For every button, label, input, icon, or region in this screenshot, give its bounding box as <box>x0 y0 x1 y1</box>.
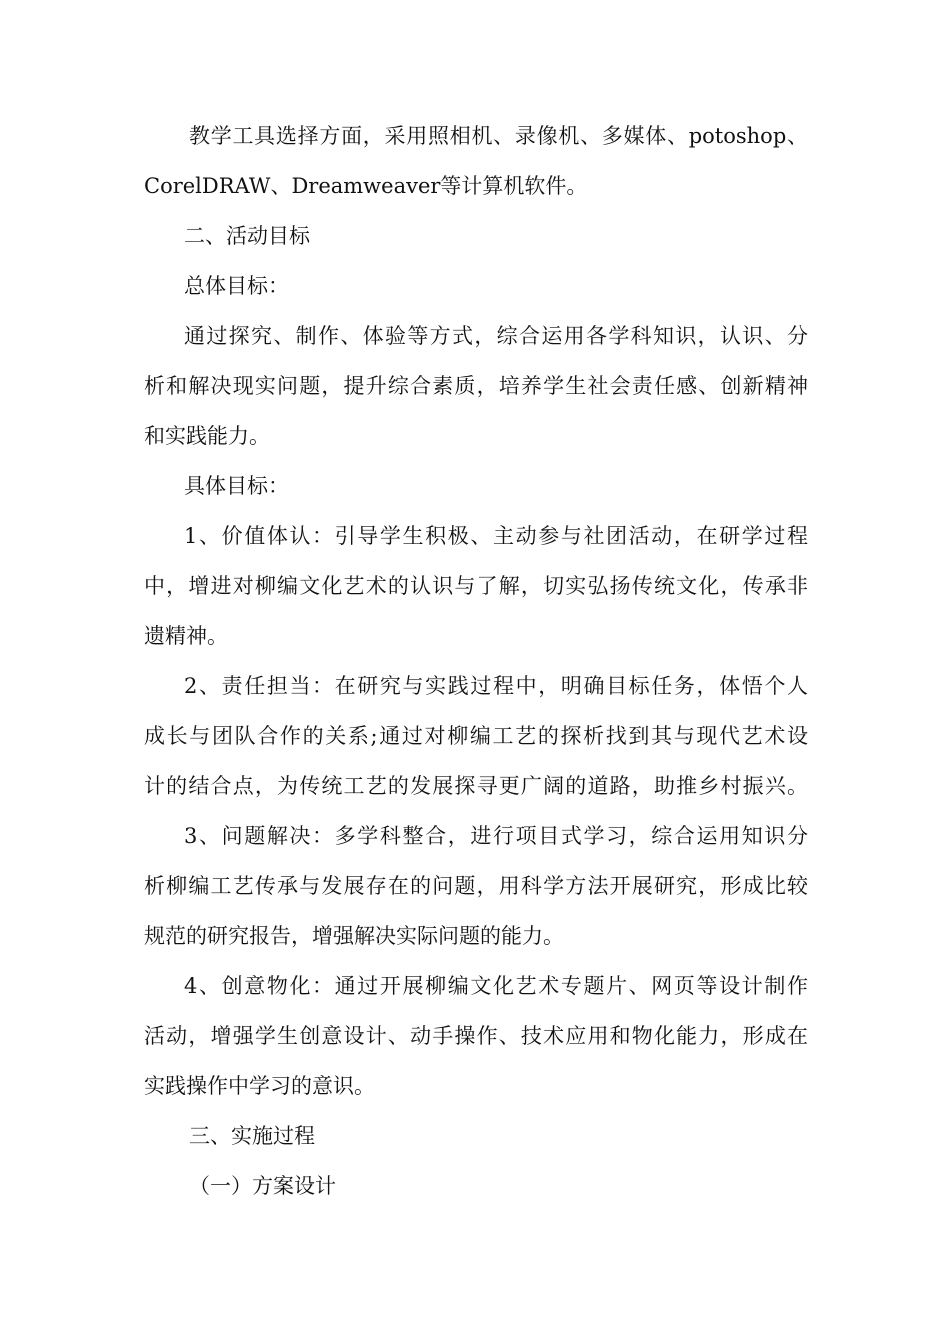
subheading-plan-design: （一）方案设计 <box>189 1174 336 1198</box>
paragraph-overall-line-3: 和实践能力。 <box>144 424 270 448</box>
goal-4-line-2: 活动，增强学生创意设计、动手操作、技术应用和物化能力，形成在 <box>144 1024 808 1048</box>
goal-2-line-1: 2、责任担当：在研究与实践过程中，明确目标任务，体悟个人 <box>184 674 808 698</box>
paragraph-overall-line-2: 析和解决现实问题，提升综合素质，培养学生社会责任感、创新精神 <box>144 374 808 398</box>
subheading-overall-goal: 总体目标： <box>184 274 289 298</box>
goal-4-line-1: 4、创意物化：通过开展柳编文化艺术专题片、网页等设计制作 <box>184 974 808 998</box>
goal-1-line-1: 1、价值体认：引导学生积极、主动参与社团活动，在研学过程 <box>184 524 808 548</box>
goal-3-line-2: 析柳编工艺传承与发展存在的问题，用科学方法开展研究，形成比较 <box>144 874 808 898</box>
paragraph-tools-line-1: 教学工具选择方面，采用照相机、录像机、多媒体、potoshop、 <box>189 124 808 148</box>
heading-activity-goals: 二、活动目标 <box>184 224 310 248</box>
paragraph-overall-line-1: 通过探究、制作、体验等方式，综合运用各学科知识，认识、分 <box>184 324 808 348</box>
goal-3-line-1: 3、问题解决：多学科整合，进行项目式学习，综合运用知识分 <box>184 824 808 848</box>
goal-2-line-3: 计的结合点，为传统工艺的发展探寻更广阔的道路，助推乡村振兴。 <box>144 774 808 798</box>
goal-3-line-3: 规范的研究报告，增强解决实际问题的能力。 <box>144 924 564 948</box>
paragraph-tools-line-2: CorelDRAW、Dreamweaver等计算机软件。 <box>144 174 588 198</box>
goal-2-line-2: 成长与团队合作的关系;通过对柳编工艺的探析找到其与现代艺术设 <box>144 724 808 748</box>
heading-implementation: 三、实施过程 <box>189 1124 315 1148</box>
subheading-specific-goals: 具体目标： <box>184 474 289 498</box>
goal-1-line-3: 遗精神。 <box>144 624 228 648</box>
goal-4-line-3: 实践操作中学习的意识。 <box>144 1074 375 1098</box>
goal-1-line-2: 中，增进对柳编文化艺术的认识与了解，切实弘扬传统文化，传承非 <box>144 574 808 598</box>
